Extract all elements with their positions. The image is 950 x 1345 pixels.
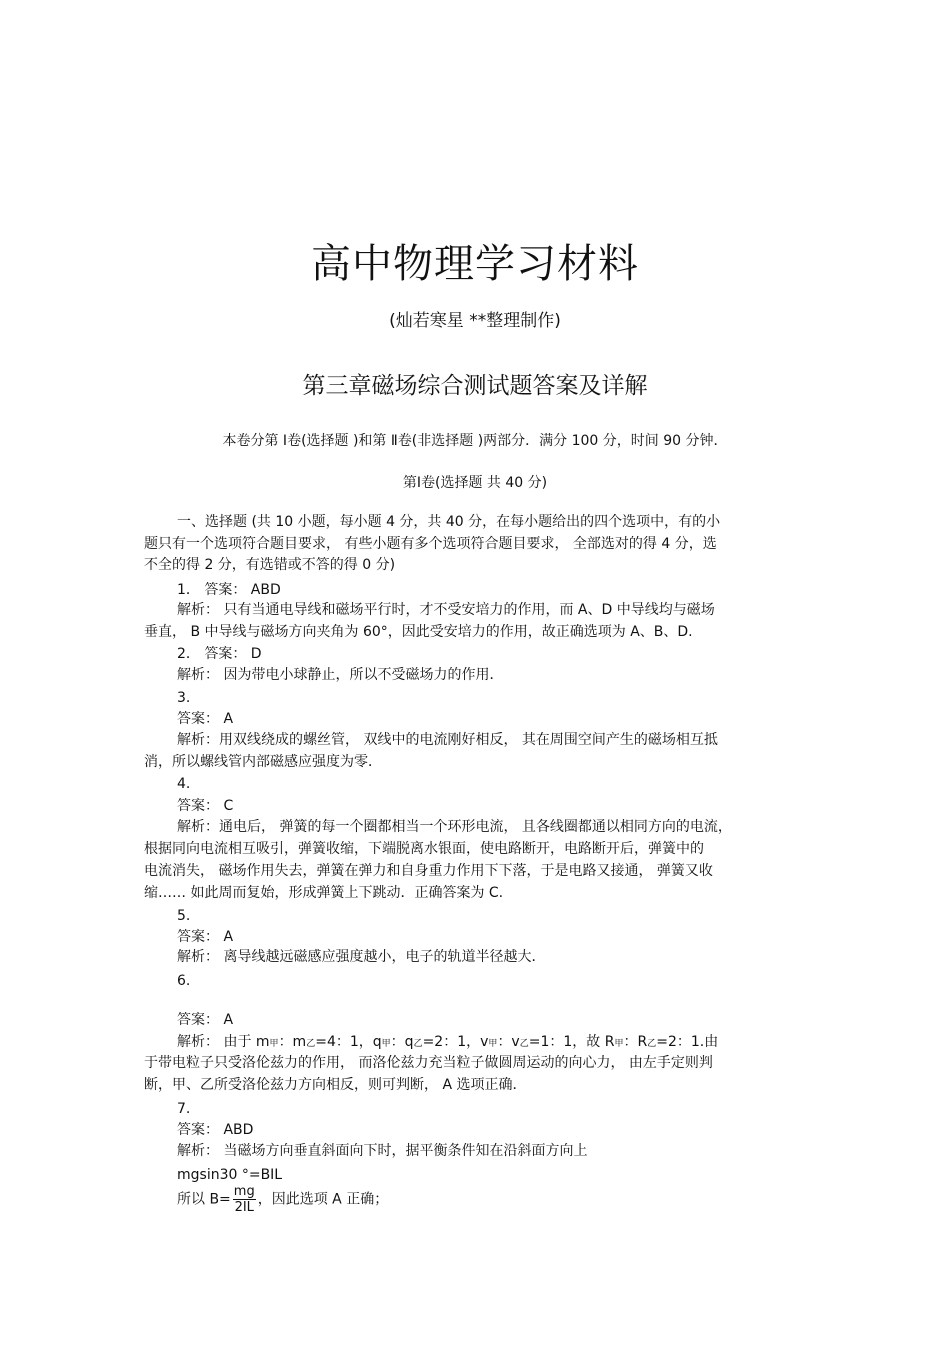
chapter-heading: 第三章磁场综合测试题答案及详解 bbox=[302, 373, 648, 399]
fraction bbox=[233, 1184, 256, 1215]
explanation-line: 解析： 离导线越远磁感应强度越小，电子的轨道半径越大． bbox=[177, 949, 546, 965]
text: =1：1，故 R bbox=[528, 1034, 615, 1050]
subscript: 乙 bbox=[519, 1039, 529, 1049]
subscript: 乙 bbox=[413, 1039, 423, 1049]
explanation-line: 根据同向电流相互吸引，弹簧收缩，下端脱离水银面，使电路断开，电路断开后，弹簧中的 bbox=[144, 841, 704, 857]
explanation-line: 缩…… 如此周而复始，形成弹簧上下跳动．正确答案为 C. bbox=[144, 885, 504, 901]
text: ，因此选项 A 正确； bbox=[257, 1191, 389, 1208]
answer-line: 答案： A bbox=[177, 1012, 234, 1028]
text: 所以 B= bbox=[177, 1191, 231, 1208]
explanation-line: 于带电粒子只受洛伦兹力的作用， 而洛伦兹力充当粒子做圆周运动的向心力， 由左手定则判 bbox=[144, 1055, 713, 1071]
text: =2：1.由 bbox=[656, 1034, 719, 1050]
explanation-line: 电流消失， 磁场作用失去，弹簧在弹力和自身重力作用下下落，于是电路又接通， 弹簧又收 bbox=[144, 863, 713, 879]
explanation-line: 断，甲、乙所受洛伦兹力方向相反，则可判断， A 选项正确． bbox=[144, 1077, 527, 1093]
subscript: 甲 bbox=[614, 1039, 624, 1049]
maker-credit: (灿若寒星 **整理制作) bbox=[389, 311, 561, 331]
explanation-line: 消，所以螺线管内部磁感应强度为零． bbox=[144, 754, 382, 770]
explanation-line: 解析：通电后， 弹簧的每一个圈都相当一个环形电流， 且各线圈都通以相同方向的电流， bbox=[177, 819, 732, 835]
subscript: 甲 bbox=[381, 1039, 391, 1049]
intro-line: 题只有一个选项符合题目要求， 有些小题有多个选项符合题目要求， 全部选对的得 4 分，选 bbox=[144, 536, 717, 552]
answer-line: 答案： A bbox=[177, 929, 234, 945]
answer-line: 答案： ABD bbox=[177, 1122, 254, 1138]
explanation-line: 解析： 当磁场方向垂直斜面向下时，据平衡条件知在沿斜面方向上 bbox=[177, 1143, 588, 1159]
answer-line: 2． 答案： D bbox=[177, 646, 262, 662]
equation-line bbox=[177, 1184, 388, 1215]
question-number: 5. bbox=[177, 908, 191, 924]
answer-line: 1． 答案： ABD bbox=[177, 582, 281, 598]
explanation-line: 解析： 只有当通电导线和磁场平行时，才不受安培力的作用，而 A、D 中导线均与磁场 bbox=[177, 602, 715, 618]
subscript: 甲 bbox=[269, 1039, 279, 1049]
subscript: 甲 bbox=[488, 1039, 498, 1049]
question-number: 7. bbox=[177, 1101, 191, 1117]
explanation-line: 垂直， B 中导线与磁场方向夹角为 60°，因此受安培力的作用，故正确选项为 A、B、D. bbox=[144, 624, 693, 640]
question-number: 3. bbox=[177, 690, 191, 706]
text: =2：1，v bbox=[422, 1034, 489, 1050]
intro-line: 一、选择题 (共 10 小题，每小题 4 分，共 40 分，在每小题给出的四个选项中，有的小 bbox=[177, 514, 721, 530]
subscript: 乙 bbox=[647, 1039, 657, 1049]
fraction-numerator: mg bbox=[233, 1184, 255, 1199]
equation-line: mgsin30 °=BIL bbox=[177, 1167, 283, 1183]
text: 解析： 由于 m bbox=[177, 1034, 270, 1050]
page-title: 高中物理学习材料 bbox=[311, 241, 639, 287]
text: ：q bbox=[390, 1034, 414, 1050]
exam-info: 本卷分第 Ⅰ卷(选择题 )和第 Ⅱ卷(非选择题 )两部分．满分 100 分，时间 90 分钟． bbox=[222, 433, 728, 449]
text: ：m bbox=[278, 1034, 307, 1050]
question-number: 6. bbox=[177, 973, 191, 989]
intro-line: 不全的得 2 分，有选错或不答的得 0 分) bbox=[144, 557, 396, 573]
explanation-line bbox=[177, 1032, 718, 1054]
answer-line: 答案： A bbox=[177, 711, 234, 727]
question-number: 4. bbox=[177, 776, 191, 792]
fraction-denominator: 2IL bbox=[234, 1200, 254, 1215]
text: ：v bbox=[497, 1034, 520, 1050]
text: =4：1，q bbox=[315, 1034, 382, 1050]
answer-line: 答案： C bbox=[177, 798, 234, 814]
subscript: 乙 bbox=[306, 1039, 316, 1049]
explanation-line: 解析：用双线绕成的螺丝管， 双线中的电流刚好相反， 其在周围空间产生的磁场相互抵 bbox=[177, 732, 718, 748]
section-heading: 第Ⅰ卷(选择题 共 40 分) bbox=[402, 475, 548, 491]
explanation-line: 解析： 因为带电小球静止，所以不受磁场力的作用． bbox=[177, 667, 504, 683]
text: ：R bbox=[623, 1034, 648, 1050]
